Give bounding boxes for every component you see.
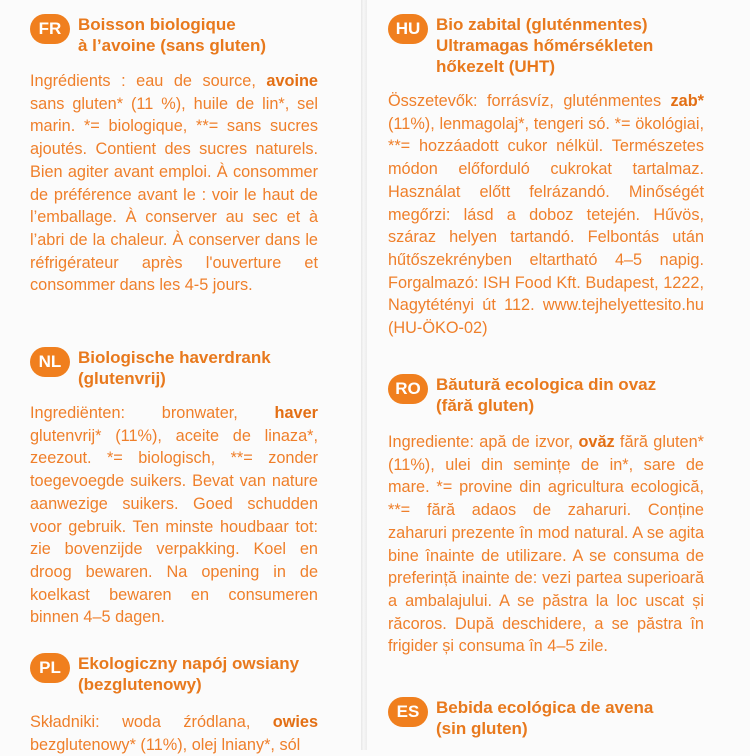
- section-title: [436, 374, 704, 416]
- title-line-2: Ultramagas hőmérsékleten: [436, 36, 654, 55]
- title-line-2: (bezglutenowy): [78, 675, 202, 694]
- text-segment: sans gluten* (11 %), huile de lin*, sel marin. *= biologique, **= sans sucres ajoutés. Contient des sucres naturels. Bien agiter avant emploi. À consommer de préférence avant le : voir le haut de l’emballage. À conserver au sec et à l’abri de la chaleur. À conserver dans le réfrigérateur après l'ouverture et consommer dans les 4-5 jours.: [30, 94, 318, 295]
- language-badge-es: ES: [388, 697, 428, 727]
- text-segment: Ingrédients : eau de source,: [30, 72, 267, 90]
- section-header: [30, 347, 318, 389]
- language-badge-fr: FR: [30, 14, 70, 44]
- title-line-2: à l’avoine (sans gluten): [78, 36, 266, 55]
- text-segment: glutenvrij* (11%), aceite de linaza*, zeezout. *= biologisch, **= zonder toegevoegde suikers. Bevat van nature aanwezige suikers. Goed schudden voor gebruik. Ten minste houdbaar tot: zie bovenzijde verpakking. Koel en droog bewaren. Na opening in de koelkast bewaren en consumeren binnen 4–5 dagen.: [30, 426, 318, 627]
- ingredients-text: [388, 90, 704, 340]
- allergen-highlight: zab*: [670, 92, 704, 110]
- section-header: [30, 653, 318, 695]
- ingredients-text: [388, 431, 704, 658]
- title-line-2: (glutenvrij): [78, 369, 166, 388]
- section-title: [436, 14, 704, 77]
- section-title: [78, 653, 318, 695]
- ingredients-text: [30, 70, 318, 297]
- language-badge-hu: HU: [388, 14, 428, 44]
- section-header: [388, 14, 704, 77]
- allergen-highlight: haver: [274, 404, 318, 422]
- title-line-3: hőkezelt (UHT): [436, 57, 555, 76]
- section-header: [388, 697, 704, 739]
- section-fr: [30, 14, 318, 297]
- title-line-1: Bebida ecológica de avena: [436, 698, 654, 717]
- title-line-1: Boisson biologique: [78, 15, 236, 34]
- allergen-highlight: owies: [272, 713, 318, 731]
- allergen-highlight: ovăz: [578, 433, 615, 451]
- text-segment: Összetevők: forrásvíz, gluténmentes: [388, 92, 671, 110]
- title-line-2: (fără gluten): [436, 396, 535, 415]
- title-line-1: Ekologiczny napój owsiany: [78, 654, 300, 673]
- section-pl: [30, 653, 318, 756]
- language-badge-nl: NL: [30, 347, 70, 377]
- section-nl: [30, 347, 318, 629]
- text-segment: Składniki: woda źródlana,: [30, 713, 273, 731]
- title-line-1: Biologische haverdrank: [78, 348, 271, 367]
- section-es: [388, 697, 704, 739]
- text-segment: Ingrediente: apă de izvor,: [388, 433, 579, 451]
- ingredients-text: [30, 402, 318, 629]
- section-title: [78, 14, 318, 56]
- title-line-2: (sin gluten): [436, 719, 528, 738]
- ingredients-text: [30, 711, 318, 756]
- text-segment: fără gluten* (11%), ulei din semințe de in*, sare de mare. *= provine din agricultura ecologică, **= fără adaos de zaharuri. Conține zaharuri prezente în mod natural. A se agita bine înainte de utilizare. A se consuma de preferință inainte de: vezi partea superioară a ambalajului. A se păstra la loc uscat și răcoros. După deschidere, a se păstra în frigider și consuma în 4–5 zile.: [388, 433, 704, 656]
- allergen-highlight: avoine: [266, 72, 318, 90]
- title-line-1: Băutură ecologica din ovaz: [436, 375, 657, 394]
- text-segment: bezglutenowy* (11%), olej lniany*, sól: [30, 735, 301, 754]
- carton-fold: [361, 0, 367, 750]
- language-badge-ro: RO: [388, 374, 428, 404]
- section-header: [30, 14, 318, 56]
- section-hu: [388, 14, 704, 340]
- text-segment: (11%), lenmagolaj*, tengeri só. *= ökológiai, **= hozzáadott cukor nélkül. Természetes módon előforduló cukrokat tartalmaz. Használat előtt felrázandó. Minőségét megőrzi: lásd a doboz tetején. Hűvös, száraz helyen tartandó. Felbontás után hűtőszekrényben eltartható 4–5 napig. Forgalmazó: ISH Food Kft. Budapest, 1222, Nagytétényi út 112. www.tejhelyettesito.hu (HU-ÖKO-02): [388, 114, 704, 338]
- text-segment: Ingrediënten: bronwater,: [30, 404, 275, 422]
- section-ro: [388, 374, 704, 658]
- section-header: [388, 374, 704, 416]
- section-title: [436, 697, 704, 739]
- title-line-1: Bio zabital (gluténmentes): [436, 15, 648, 34]
- language-badge-pl: PL: [30, 653, 70, 683]
- section-title: [78, 347, 318, 389]
